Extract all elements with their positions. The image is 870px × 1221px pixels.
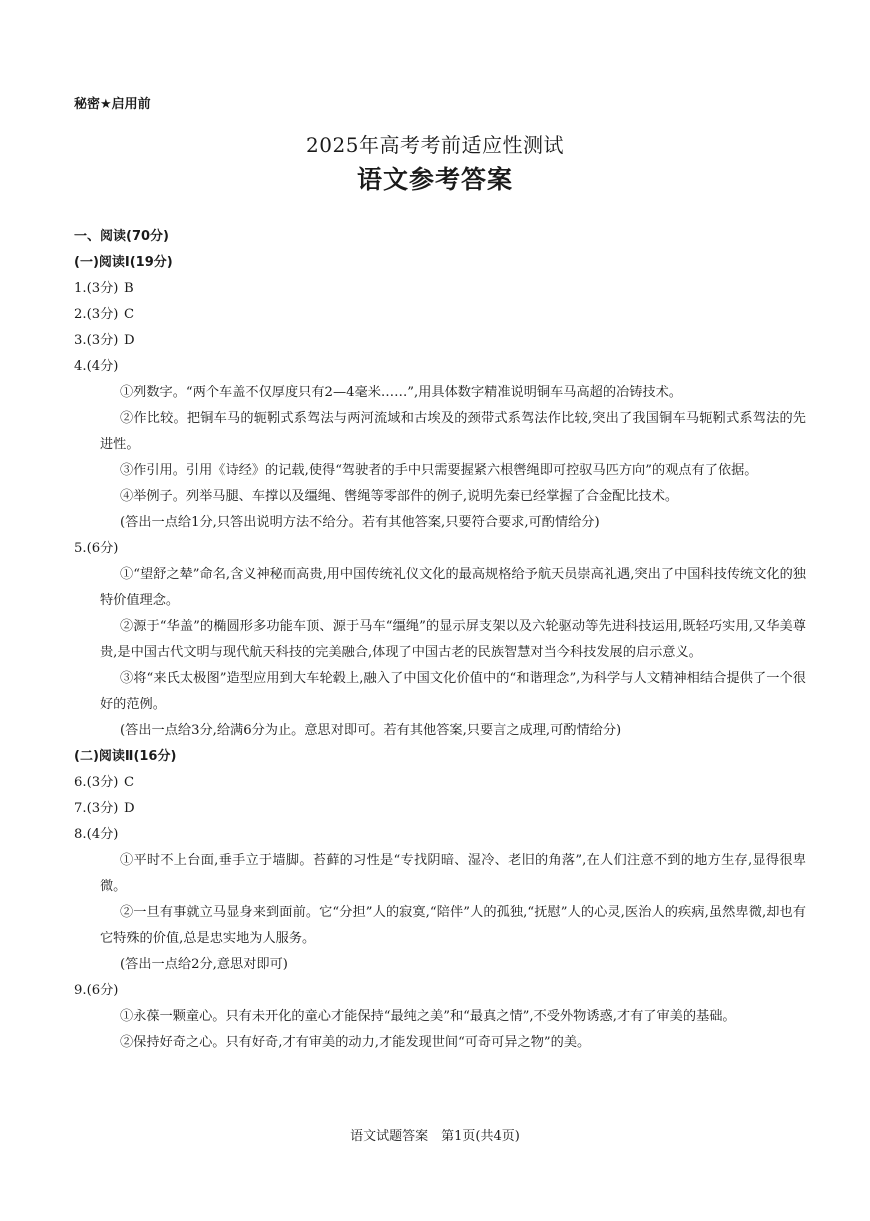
- question-number: 3.(3分): [74, 333, 119, 348]
- question-3: [74, 328, 806, 354]
- answer-point: ②一旦有事就立马显身来到面前。它“分担”人的寂寞,“陪伴”人的孤独,“抚慰”人的心灵,医治人的疾病,虽然卑微,却也有它特殊的价值,总是忠实地为人服务。: [100, 905, 806, 946]
- part-heading-2: (二)阅读Ⅱ(16分): [74, 749, 177, 764]
- question-number: 1.(3分): [74, 281, 119, 296]
- question-number: 6.(3分): [74, 775, 119, 790]
- answer-point: ①列数字。“两个车盖不仅厚度只有2—4毫米……”,用具体数字精准说明铜车马高超的冶铸技术。: [120, 385, 682, 400]
- question-7: [74, 796, 806, 822]
- scoring-note: (答出一点给3分,给满6分为止。意思对即可。若有其他答案,只要言之成理,可酌情给分): [120, 723, 622, 738]
- answer-choice: C: [124, 775, 135, 790]
- scoring-note: (答出一点给1分,只答出说明方法不给分。若有其他答案,只要符合要求,可酌情给分): [120, 515, 600, 530]
- question-6: [74, 770, 806, 796]
- scoring-note: (答出一点给2分,意思对即可): [120, 957, 288, 972]
- answer-point: ②作比较。把铜车马的轭靷式系驾法与两河流域和古埃及的颈带式系驾法作比较,突出了我国铜车马轭靷式系驾法的先进性。: [100, 411, 806, 452]
- page-footer: 语文试题答案 第1页(共4页): [350, 1129, 520, 1144]
- section-heading: 一、阅读(70分): [74, 229, 169, 244]
- question-9-number: 9.(6分): [74, 983, 119, 998]
- question-4-number: 4.(4分): [74, 359, 119, 374]
- question-5-number: 5.(6分): [74, 541, 119, 556]
- confidential-mark: 秘密★启用前: [74, 97, 151, 112]
- answer-point: ②保持好奇之心。只有好奇,才有审美的动力,才能发现世间“可奇可异之物”的美。: [120, 1035, 591, 1050]
- answer-choice: B: [124, 281, 134, 296]
- answer-point: ②源于“华盖”的椭圆形多功能车顶、源于马车“缰绳”的显示屏支架以及六轮驱动等先进科技运用,既轻巧实用,又华美尊贵,是中国古代文明与现代航天科技的完美融合,体现了中国古老的民族智慧对当今科技发展的启示意义。: [100, 619, 806, 660]
- answer-point: ①永葆一颗童心。只有未开化的童心才能保持“最纯之美”和“最真之情”,不受外物诱惑,才有了审美的基础。: [120, 1009, 736, 1024]
- answer-choice: D: [124, 801, 135, 816]
- question-number: 7.(3分): [74, 801, 119, 816]
- part-heading-1: (一)阅读Ⅰ(19分): [74, 255, 173, 270]
- question-2: [74, 302, 806, 328]
- answer-choice: C: [124, 307, 135, 322]
- answer-choice: D: [124, 333, 135, 348]
- question-number: 2.(3分): [74, 307, 119, 322]
- answer-body: [74, 224, 806, 1056]
- answer-point: ①“望舒之辇”命名,含义神秘而高贵,用中国传统礼仪文化的最高规格给予航天员崇高礼遇,突出了中国科技传统文化的独特价值理念。: [100, 567, 806, 608]
- question-8-number: 8.(4分): [74, 827, 119, 842]
- answer-point: ④举例子。列举马腿、车撑以及缰绳、辔绳等零部件的例子,说明先秦已经掌握了合金配比技术。: [120, 489, 679, 504]
- exam-title: 2025年高考考前适应性测试: [306, 133, 564, 157]
- question-1: [74, 276, 806, 302]
- answer-point: ③作引用。引用《诗经》的记载,使得“驾驶者的手中只需要握紧六根辔绳即可控驭马匹方向”的观点有了依据。: [120, 463, 758, 478]
- answer-point: ③将“来氏太极图”造型应用到大车轮毂上,融入了中国文化价值中的“和谐理念”,为科学与人文精神相结合提供了一个很好的范例。: [100, 671, 806, 712]
- document-title: 语文参考答案: [356, 165, 513, 194]
- answer-point: ①平时不上台面,垂手立于墙脚。苔藓的习性是“专找阴暗、湿冷、老旧的角落”,在人们注意不到的地方生存,显得很卑微。: [100, 853, 806, 894]
